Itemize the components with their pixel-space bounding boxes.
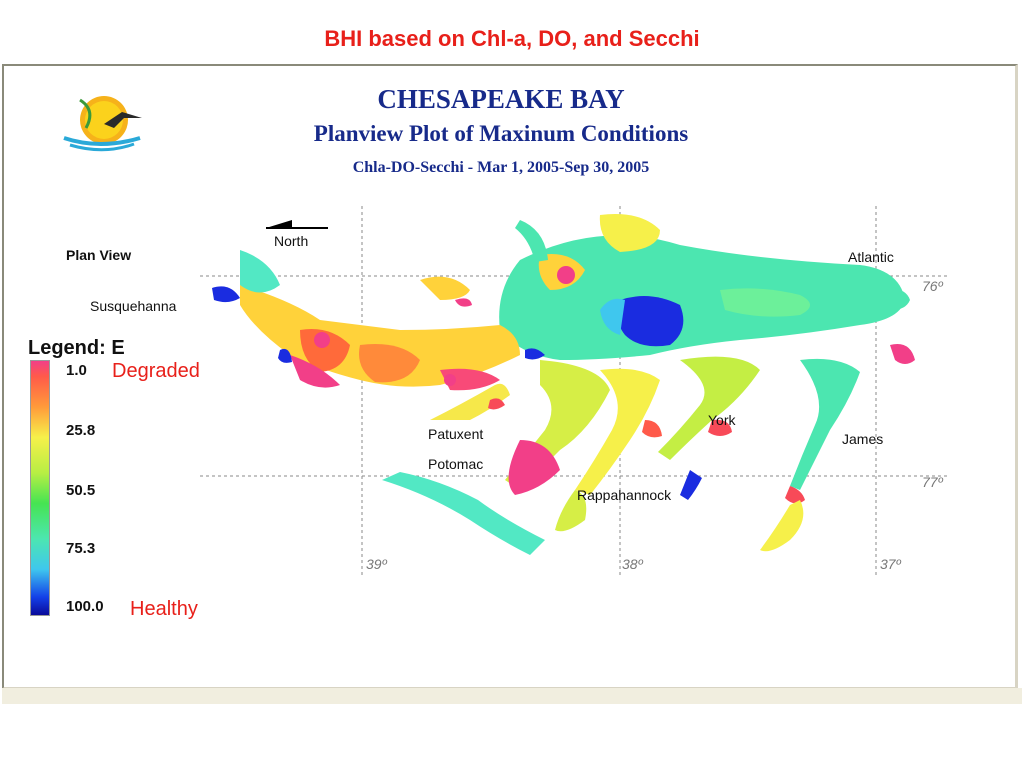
- plan-view-label: Plan View: [66, 247, 132, 263]
- legend-tick: 1.0: [66, 362, 87, 379]
- sun-with-heron-logo: [64, 96, 142, 150]
- bay-map: [212, 214, 915, 555]
- north-label: North: [274, 233, 309, 249]
- place-label-james: James: [842, 431, 884, 447]
- legend-tick: 100.0: [66, 598, 104, 615]
- place-label-atlantic: Atlantic: [848, 249, 894, 265]
- place-label-patuxent: Patuxent: [428, 426, 484, 442]
- place-label-susquehanna: Susquehanna: [90, 298, 177, 314]
- map-title: CHESAPEAKE BAY: [377, 84, 625, 114]
- slide-title: BHI based on Chl-a, DO, and Secchi: [324, 26, 700, 51]
- map-caption: Chla-DO-Secchi - Mar 1, 2005-Sep 30, 2005: [352, 159, 650, 176]
- legend-title: Legend: E: [28, 337, 125, 359]
- place-label-potomac: Potomac: [428, 456, 484, 472]
- healthy-annotation: Healthy: [130, 598, 198, 620]
- map-subtitle: Planview Plot of Maxinum Conditions: [313, 121, 689, 146]
- legend-tick: 50.5: [66, 482, 96, 499]
- degraded-annotation: Degraded: [112, 360, 200, 382]
- place-label-rappahannock: Rappahannock: [577, 487, 672, 503]
- grid-label-38: 38º: [622, 556, 643, 572]
- grid-label-77: 77º: [922, 474, 943, 490]
- legend-color-scale: [30, 360, 50, 616]
- grid-label-39: 39º: [366, 556, 387, 572]
- grid-label-76: 76º: [922, 278, 943, 294]
- north-arrow-icon: [266, 220, 328, 228]
- place-label-york: York: [708, 412, 736, 428]
- grid-label-37: 37º: [880, 556, 901, 572]
- legend-tick: 25.8: [66, 422, 96, 439]
- legend-tick: 75.3: [66, 540, 96, 557]
